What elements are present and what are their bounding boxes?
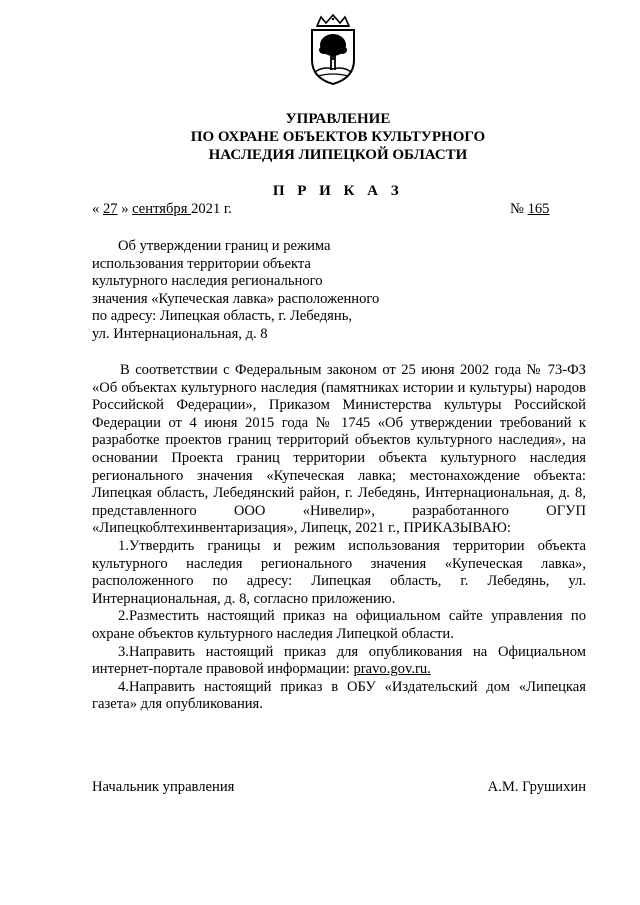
- order-body: [92, 362, 586, 714]
- item-1-paragraph: 1.Утвердить границы и режим использования территории объекта культурного наследия регионального значения «Купеческая лавка», расположенного по адресу: Липецкая область, г. Лебедянь, ул. Интернациональная, д. 8, согласно приложению.: [92, 537, 586, 607]
- order-date: [92, 201, 232, 219]
- subject-line: по адресу: Липецкая область, г. Лебедянь,: [92, 308, 353, 325]
- order-title: П Р И К А З: [272, 183, 404, 199]
- item-3-paragraph: [92, 644, 586, 679]
- subject-line: Об утверждении границ и режима: [118, 238, 331, 254]
- number-prefix: №: [510, 201, 528, 217]
- item-4-paragraph: 4.Направить настоящий приказ в ОБУ «Издательский дом «Липецкая газета» для опубликования.: [92, 678, 586, 713]
- date-open: «: [92, 201, 103, 217]
- preamble-paragraph: В соответствии с Федеральным законом от 25 июня 2002 года № 73-ФЗ «Об объектах культурного наследия (памятниках истории и культуры) народов Российской Федерации», Приказом Министерства культуры Российской Федерации от 4 июня 2015 года № 1745 «Об утверждении требований к разработке проектов границ территорий объектов культурного наследия», на основании Проекта границ территории объекта культурного наследия регионального значения «Купеческая лавка; местонахождение объекта: Липецкая область, Лебедянский район, г. Лебедянь, Интернациональная, д. 8, представленного ООО «Нивелир», разработанного ОГУП «Липецкоблтехинвентаризация», Липецк, 2021 г., ПРИКАЗЫВАЮ:: [92, 362, 586, 537]
- pravo-link[interactable]: pravo.gov.ru.: [353, 661, 431, 678]
- org-line-2: ПО ОХРАНЕ ОБЪЕКТОВ КУЛЬТУРНОГО: [190, 129, 486, 145]
- organization-header: [90, 110, 586, 164]
- item-2-paragraph: 2.Разместить настоящий приказ на официальном сайте управления по охране объектов культурного наследия Липецкой области.: [92, 608, 586, 642]
- subject-line: использования территории объекта: [92, 255, 311, 272]
- number-value: 165: [527, 201, 550, 217]
- order-subject: [92, 238, 422, 344]
- date-mid: »: [117, 201, 133, 217]
- org-line-1: УПРАВЛЕНИЕ: [285, 111, 391, 127]
- signatory-position: Начальник управления: [92, 779, 235, 795]
- date-day: 27: [102, 201, 118, 217]
- coat-of-arms-icon: [305, 14, 361, 88]
- item-3-text: 3.Направить настоящий приказ для опубликования на Официальном интернет-портале правовой информации:: [92, 643, 586, 678]
- order-number: [510, 201, 549, 219]
- subject-line: ул. Интернациональная, д. 8: [92, 325, 268, 342]
- subject-line: значения «Купеческая лавка» расположенного: [92, 290, 380, 307]
- date-month: сентября: [132, 201, 192, 217]
- signatory-name: А.М. Грушихин: [487, 779, 586, 795]
- subject-line: культурного наследия регионального: [92, 273, 323, 290]
- date-year: 2021 г.: [191, 201, 232, 217]
- org-line-3: НАСЛЕДИЯ ЛИПЕЦКОЙ ОБЛАСТИ: [208, 147, 468, 163]
